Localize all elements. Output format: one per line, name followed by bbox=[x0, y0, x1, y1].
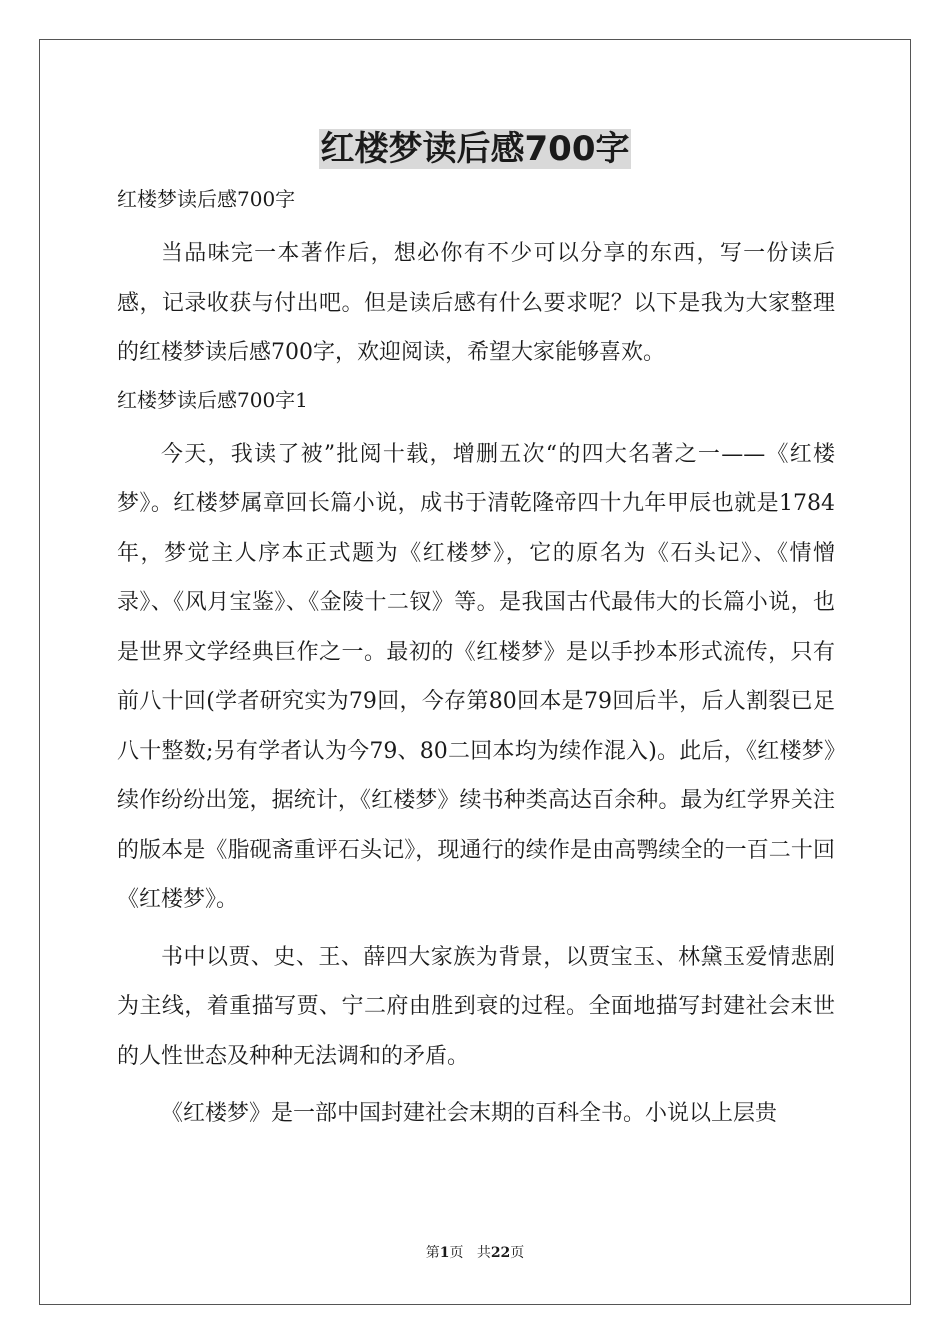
body-paragraph-3: 《红楼梦》是一部中国封建社会末期的百科全书。小说以上层贵 bbox=[161, 1101, 778, 1126]
body-paragraph-2: 书中以贾、史、王、薛四大家族为背景，以贾宝玉、林黛玉爱情悲剧为主线，着重描写贾、宁二府由胜到衰的过程。全面地描写封建社会末世的人性世态及种种无法调和的矛盾。 bbox=[117, 944, 835, 1069]
page-footer bbox=[0, 1243, 950, 1263]
document-title bbox=[0, 127, 950, 171]
total-prefix: 共 bbox=[476, 1245, 491, 1261]
document-subtitle: 红楼梦读后感700字 bbox=[117, 187, 296, 211]
intro-paragraph: 当品味完一本著作后，想必你有不少可以分享的东西，写一份读后感，记录收获与付出吧。但是读后感有什么要求呢？以下是我为大家整理的红楼梦读后感700字，欢迎阅读，希望大家能够喜欢。 bbox=[117, 241, 835, 365]
document-title-text: 红楼梦读后感700字 bbox=[320, 129, 630, 169]
section-heading: 红楼梦读后感700字1 bbox=[117, 387, 308, 412]
total-suffix: 页 bbox=[510, 1245, 525, 1261]
page-current: 1 bbox=[439, 1245, 450, 1261]
page-suffix: 页 bbox=[449, 1245, 464, 1261]
page-prefix: 第 bbox=[425, 1245, 440, 1261]
body-paragraph-1: 今天，我读了被”批阅十载，增删五次“的四大名著之一——《红楼梦》。红楼梦属章回长篇小说，成书于清乾隆帝四十九年甲辰也就是1784年，梦觉主人序本正式题为《红楼梦》，它的原名为《石头记》、《情憎录》、《风月宝鉴》、《金陵十二钗》等。是我国古代最伟大的长篇小说，也是世界文学经典巨作之一。最初的《红楼梦》是以手抄本形式流传，只有前八十回(学者研究实为79回，今存第80回本是79回后半，后人割裂已足八十整数;另有学者认为今79、80二回本均为续作混入)。此后，《红楼梦》续作纷纷出笼，据统计，《红楼梦》续书种类高达百余种。最为红学界关注的版本是《脂砚斋重评石头记》，现通行的续作是由高鹗续全的一百二十回《红楼梦》。 bbox=[117, 441, 835, 912]
page-total: 22 bbox=[490, 1245, 511, 1261]
document-body bbox=[117, 181, 835, 1139]
